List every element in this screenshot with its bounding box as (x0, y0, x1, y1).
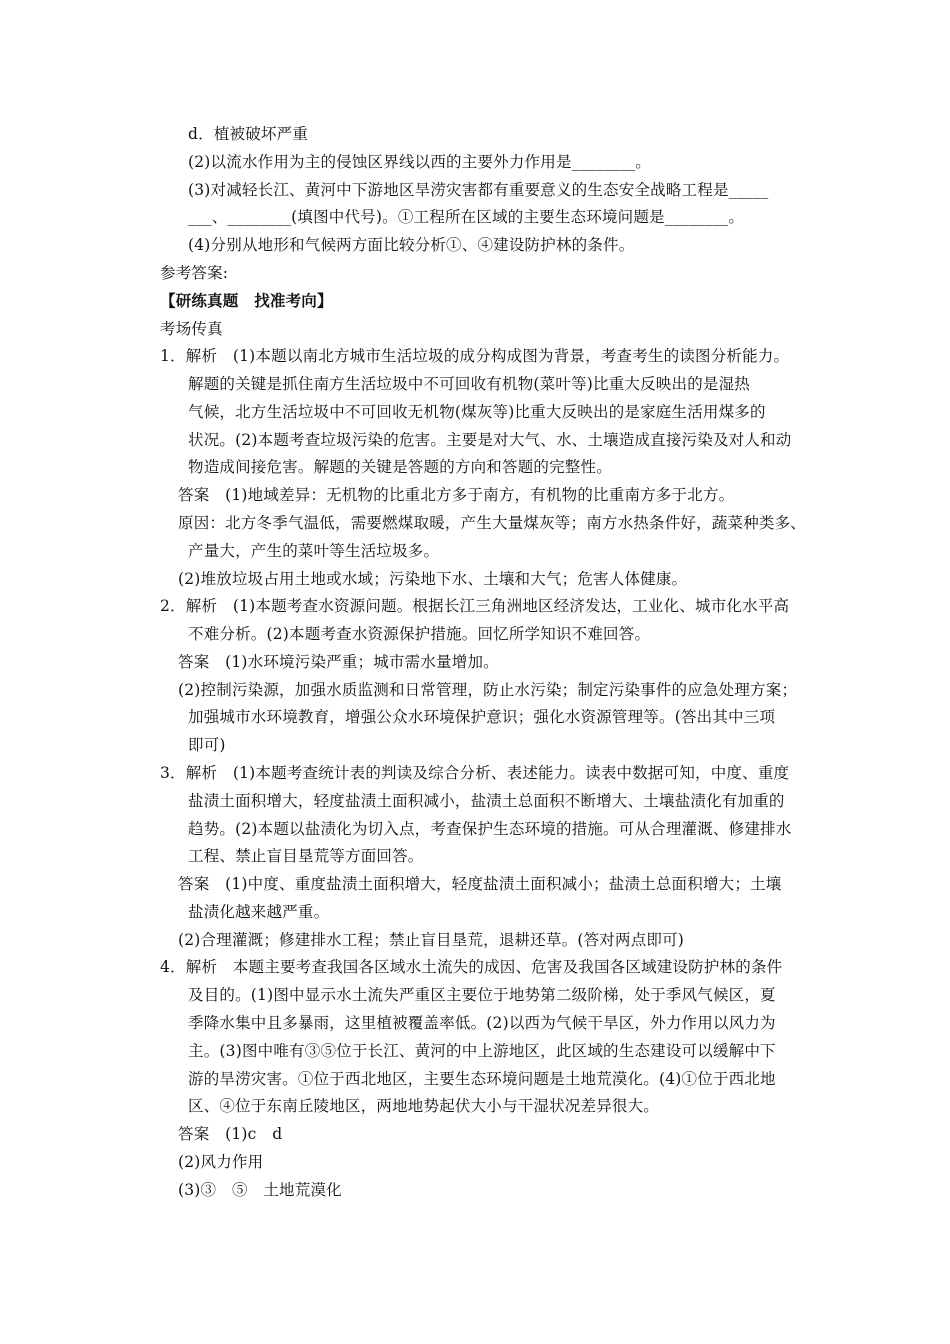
answer-4-analysis-line-3: 季降水集中且多暴雨，这里植被覆盖率低。(2)以西为气候干旱区，外力作用以风力为 (188, 1014, 776, 1032)
answer-1-analysis-line-4: 状况。(2)本题考查垃圾污染的危害。主要是对大气、水、土壤造成直接污染及对人和动 (188, 431, 792, 449)
answer-1-analysis-line-2: 解题的关键是抓住南方生活垃圾中不可回收有机物(菜叶等)比重大反映出的是湿热 (188, 375, 750, 393)
answer-3-analysis-line-2: 盐渍土面积增大，轻度盐渍土面积减小，盐渍土总面积不断增大、土壤盐渍化有加重的 (188, 792, 785, 810)
answer-3-key-line-1: 答案 (1)中度、重度盐渍土面积增大，轻度盐渍土面积减小；盐渍土总面积增大；土壤 (178, 875, 782, 893)
question-3-line-2: ___、________(填图中代号)。①工程所在区域的主要生态环境问题是________。 (188, 208, 745, 226)
answer-2-key-line-4: 即可) (188, 736, 226, 754)
option-d: d．植被破坏严重 (188, 125, 309, 143)
answer-1-analysis-line-1: 1．解析 (1)本题以南北方城市生活垃圾的成分构成图为背景，考查考生的读图分析能力。 (160, 347, 790, 365)
answer-1-analysis-line-3: 气候，北方生活垃圾中不可回收无机物(煤灰等)比重大反映出的是家庭生活用煤多的 (188, 403, 766, 421)
answer-1-key-line-1: 答案 (1)地域差异：无机物的比重北方多于南方，有机物的比重南方多于北方。 (178, 486, 735, 504)
answer-3-analysis-line-1: 3．解析 (1)本题考查统计表的判读及综合分析、表述能力。读表中数据可知，中度、重度 (160, 764, 790, 782)
answer-4-analysis-line-4: 主。(3)图中唯有③⑤位于长江、黄河的中上游地区，此区域的生态建设可以缓解中下 (188, 1042, 776, 1060)
answer-4-analysis-line-1: 4．解析 本题主要考查我国各区域水土流失的成因、危害及我国各区域建设防护林的条件 (160, 958, 783, 976)
answer-4-key-line-3: (3)③ ⑤ 土地荒漠化 (178, 1181, 342, 1199)
answer-2-analysis-line-1: 2．解析 (1)本题考查水资源问题。根据长江三角洲地区经济发达，工业化、城市化水平高 (160, 597, 790, 615)
reference-answer-heading: 参考答案: (160, 264, 229, 282)
answer-3-analysis-line-3: 趋势。(2)本题以盐渍化为切入点，考查保护生态环境的措施。可从合理灌溉、修建排水 (188, 820, 792, 838)
question-3-line-1: (3)对减轻长江、黄河中下游地区旱涝灾害都有重要意义的生态安全战略工程是_____ (188, 181, 769, 199)
answer-3-analysis-line-4: 工程、禁止盲目垦荒等方面回答。 (188, 847, 424, 865)
section-heading: 【研练真题 找准考向】 (160, 291, 333, 310)
answer-2-key-line-2: (2)控制污染源，加强水质监测和日常管理，防止水污染；制定污染事件的应急处理方案； (178, 681, 798, 699)
answer-1-key-line-2: 原因：北方冬季气温低，需要燃煤取暖，产生大量煤灰等；南方水热条件好，蔬菜种类多、 (178, 514, 807, 532)
answer-3-key-line-3: (2)合理灌溉；修建排水工程；禁止盲目垦荒，退耕还草。(答对两点即可) (178, 931, 685, 949)
answer-2-key-line-3: 加强城市水环境教育，增强公众水环境保护意识；强化水资源管理等。(答出其中三项 (188, 708, 776, 726)
answer-3-key-line-2: 盐渍化越来越严重。 (188, 903, 330, 921)
answer-4-key-line-1: 答案 (1)c d (178, 1125, 283, 1143)
answer-4-analysis-line-2: 及目的。(1)图中显示水土流失严重区主要位于地势第二级阶梯，处于季风气候区，夏 (188, 986, 776, 1004)
answer-4-key-line-2: (2)风力作用 (178, 1153, 264, 1171)
answer-1-analysis-line-5: 物造成间接危害。解题的关键是答题的方向和答题的完整性。 (188, 458, 612, 476)
answer-4-analysis-line-5: 游的旱涝灾害。①位于西北地区，主要生态环境问题是土地荒漠化。(4)①位于西北地 (188, 1070, 776, 1088)
answer-2-analysis-line-2: 不难分析。(2)本题考查水资源保护措施。回忆所学知识不难回答。 (188, 625, 651, 643)
question-2: (2)以流水作用为主的侵蚀区界线以西的主要外力作用是________。 (188, 153, 651, 171)
subsection-heading: 考场传真 (160, 320, 223, 338)
answer-1-key-line-4: (2)堆放垃圾占用土地或水域；污染地下水、土壤和大气；危害人体健康。 (178, 570, 688, 588)
question-4: (4)分别从地形和气候两方面比较分析①、④建设防护林的条件。 (188, 236, 635, 254)
answer-1-key-line-3: 产量大，产生的菜叶等生活垃圾多。 (188, 542, 440, 560)
answer-4-analysis-line-6: 区、④位于东南丘陵地区，两地地势起伏大小与干湿状况差异很大。 (188, 1097, 660, 1115)
answer-2-key-line-1: 答案 (1)水环境污染严重；城市需水量增加。 (178, 653, 499, 671)
